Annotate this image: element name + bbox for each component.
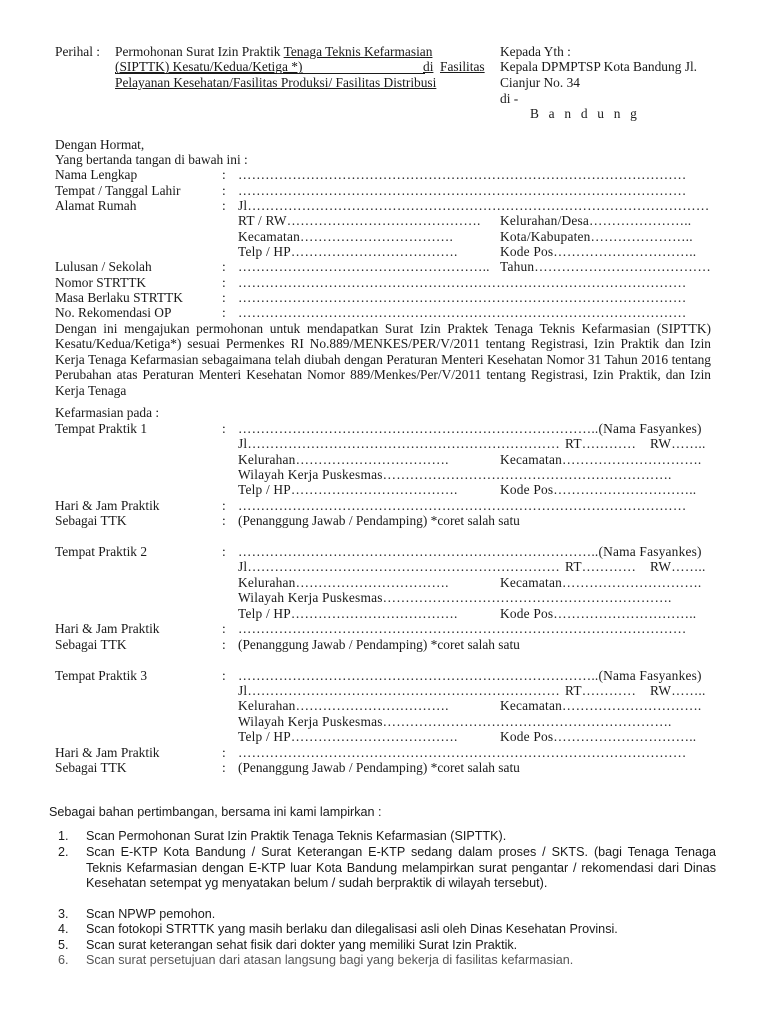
lulusan-field[interactable]: ………………………………………………..: [238, 259, 490, 274]
kefarmasian-pada: Kefarmasian pada :: [55, 405, 160, 420]
telp-field[interactable]: Telp / HP……………………………….: [238, 244, 458, 259]
list-number: 2.: [58, 845, 69, 859]
ttk-label: Sebagai TTK: [55, 637, 127, 652]
subject-text: Permohonan Surat Izin Praktik: [115, 44, 281, 59]
colon: :: [222, 498, 226, 513]
attachment-item: Scan Permohonan Surat Izin Praktik Tenaga Teknis Kefarmasian (SIPTTK).: [86, 829, 507, 843]
rekomendasi-field[interactable]: ………………………………………………………………………………………: [238, 305, 687, 320]
rtrw-field[interactable]: RT / RW…………………………………….: [238, 213, 481, 228]
perihal-label: Perihal :: [55, 44, 100, 59]
rt-field[interactable]: RT…………: [565, 683, 637, 698]
telp-field[interactable]: Telp / HP……………………………….: [238, 482, 458, 497]
colon: :: [222, 275, 226, 290]
colon: :: [222, 259, 226, 274]
colon: :: [222, 183, 226, 198]
rt-field[interactable]: RT…………: [565, 559, 637, 574]
practice-label: Tempat Praktik 3: [55, 668, 148, 683]
nomor-strttk-label: Nomor STRTTK: [55, 275, 147, 290]
recipient-line-4: di -: [500, 91, 519, 106]
kecamatan-field[interactable]: Kecamatan………………………….: [500, 452, 702, 467]
wilayah-puskesmas-field[interactable]: Wilayah Kerja Puskesmas……………………………………………………….: [238, 590, 672, 605]
kodepos-field[interactable]: Kode Pos…………………………..: [500, 482, 697, 497]
colon: :: [222, 290, 226, 305]
hari-jam-label: Hari & Jam Praktik: [55, 745, 160, 760]
list-number: 6.: [58, 953, 69, 967]
subject-line-2b: di: [423, 59, 434, 74]
lulusan-label: Lulusan / Sekolah: [55, 259, 152, 274]
attachment-item: Scan fotokopi STRTTK yang masih berlaku dan dilegalisasi asli oleh Dinas Kesehatan Provinsi.: [86, 922, 618, 936]
kodepos-field[interactable]: Kode Pos…………………………..: [500, 729, 697, 744]
kelurahan-field[interactable]: Kelurahan…………………………….: [238, 575, 449, 590]
request-paragraph: Dengan ini mengajukan permohonan untuk mendapatkan Surat Izin Praktek Tenaga Teknis Kefarmasian (SIPTTK) Kesatu/Kedua/Ketiga*) sesuai Permenkes RI No.889/MENKES/PER/V/2011 tentang Registrasi, Izin Praktik dan Izin Kerja Tenaga Kefarmasian sebagaimana telah diubah dengan Peraturan Menteri Kesehatan Nomor 31 Tahun 2016 tentang Perubahan atas Peraturan Menteri Kesehatan Nomor 889/Menkes/Per/V/2011 tentang Registrasi, Izin Praktik, dan Izin Kerja Tenaga: [55, 321, 711, 398]
tahun-field[interactable]: Tahun…………………………………: [500, 259, 711, 274]
masa-berlaku-label: Masa Berlaku STRTTK: [55, 290, 183, 305]
jalan-field[interactable]: Jl……………………………………………………………: [238, 559, 560, 574]
fasyankes-field[interactable]: ……………………………………………………………………..(Nama Fasyankes): [238, 668, 702, 683]
masa-berlaku-field[interactable]: ………………………………………………………………………………………: [238, 290, 687, 305]
rw-field[interactable]: RW……..: [650, 683, 706, 698]
colon: :: [222, 668, 226, 683]
nama-label: Nama Lengkap: [55, 167, 138, 182]
colon: :: [222, 760, 226, 775]
practice-label: Tempat Praktik 1: [55, 421, 148, 436]
subject-line-3: [115, 75, 436, 91]
hari-jam-label: Hari & Jam Praktik: [55, 498, 160, 513]
wilayah-puskesmas-field[interactable]: Wilayah Kerja Puskesmas……………………………………………………….: [238, 467, 672, 482]
colon: :: [222, 621, 226, 636]
rw-field[interactable]: RW……..: [650, 559, 706, 574]
rw-field[interactable]: RW……..: [650, 436, 706, 451]
rt-field[interactable]: RT…………: [565, 436, 637, 451]
subject-text: Distribusi: [383, 75, 437, 90]
ttk-value: (Penanggung Jawab / Pendamping) *coret salah satu: [238, 760, 520, 775]
jalan-field[interactable]: Jl……………………………………………………………: [238, 436, 560, 451]
telp-field[interactable]: Telp / HP……………………………….: [238, 606, 458, 621]
subject-line-2c: Fasilitas: [440, 59, 485, 74]
colon: :: [222, 745, 226, 760]
attachment-item: Scan E-KTP Kota Bandung / Surat Keterangan E-KTP sedang dalam proses / SKTS. (bagi Tenaga Tenaga Teknis Kefarmasian dengan E-KTP luar Kota Bandung melampirkan surat pengantar / rekomendasi dari Dinas Kesehatan setempat yg menyatakan belum / sudah berpraktik di wilayah tersebut).: [86, 845, 716, 891]
rekomendasi-label: No. Rekomendasi OP: [55, 305, 172, 320]
colon: :: [222, 198, 226, 213]
practice-label: Tempat Praktik 2: [55, 544, 148, 559]
subject-line-2a: (SIPTTK) Kesatu/Kedua/Ketiga *): [115, 59, 303, 74]
kecamatan-field[interactable]: Kecamatan…………………………….: [238, 229, 454, 244]
ttk-label: Sebagai TTK: [55, 760, 127, 775]
ttk-label: Sebagai TTK: [55, 513, 127, 528]
list-number: 5.: [58, 938, 69, 952]
greeting-line-2: Yang bertanda tangan di bawah ini :: [55, 152, 248, 167]
colon: :: [222, 421, 226, 436]
colon: :: [222, 305, 226, 320]
fasyankes-field[interactable]: ……………………………………………………………………..(Nama Fasyankes): [238, 421, 702, 436]
subject-line-1: [115, 44, 432, 60]
attachment-item: Scan NPWP pemohon.: [86, 907, 216, 921]
kecamatan-field[interactable]: Kecamatan………………………….: [500, 698, 702, 713]
ttk-value: (Penanggung Jawab / Pendamping) *coret salah satu: [238, 637, 520, 652]
ttl-label: Tempat / Tanggal Lahir: [55, 183, 181, 198]
alamat-label: Alamat Rumah: [55, 198, 137, 213]
colon: :: [222, 637, 226, 652]
list-number: 4.: [58, 922, 69, 936]
recipient-line-1: Kepada Yth :: [500, 44, 571, 59]
subject-text-underlined: Tenaga Teknis Kefarmasian: [283, 44, 433, 59]
kota-kabupaten-field[interactable]: Kota/Kabupaten…………………..: [500, 229, 693, 244]
recipient-line-3: Cianjur No. 34: [500, 75, 580, 90]
ttk-value: (Penanggung Jawab / Pendamping) *coret salah satu: [238, 513, 520, 528]
colon: :: [222, 167, 226, 182]
subject-text: Pelayanan Kesehatan/Fasilitas Produksi/ Fasilitas: [115, 75, 381, 90]
telp-field[interactable]: Telp / HP……………………………….: [238, 729, 458, 744]
kecamatan-field[interactable]: Kecamatan………………………….: [500, 575, 702, 590]
hari-jam-field[interactable]: ………………………………………………………………………………………: [238, 745, 687, 760]
colon: :: [222, 544, 226, 559]
attachment-item: Scan surat persetujuan dari atasan langsung bagi yang bekerja di fasilitas kefarmasian.: [86, 953, 574, 967]
hari-jam-field[interactable]: ………………………………………………………………………………………: [238, 498, 687, 513]
jalan-field[interactable]: Jl……………………………………………………………: [238, 683, 560, 698]
hari-jam-field[interactable]: ………………………………………………………………………………………: [238, 621, 687, 636]
recipient-city: B a n d u n g: [530, 106, 641, 121]
list-number: 1.: [58, 829, 69, 843]
colon: :: [222, 513, 226, 528]
attachments-intro: Sebagai bahan pertimbangan, bersama ini kami lampirkan :: [49, 805, 382, 819]
list-number: 3.: [58, 907, 69, 921]
ttl-field[interactable]: ………………………………………………………………………………………: [238, 183, 687, 198]
attachment-item: Scan surat keterangan sehat fisik dari dokter yang memiliki Surat Izin Praktik.: [86, 938, 518, 952]
hari-jam-label: Hari & Jam Praktik: [55, 621, 160, 636]
kelurahan-field[interactable]: Kelurahan…………………………….: [238, 698, 449, 713]
nama-field[interactable]: ………………………………………………………………………………………: [238, 167, 687, 182]
kelurahan-desa-field[interactable]: Kelurahan/Desa…………………..: [500, 213, 692, 228]
alamat-field[interactable]: Jl…………………………………………………………………………………………: [238, 198, 710, 213]
greeting-line-1: Dengan Hormat,: [55, 137, 145, 152]
kodepos-field[interactable]: Kode Pos…………………………..: [500, 606, 697, 621]
nomor-strttk-field[interactable]: ………………………………………………………………………………………: [238, 275, 687, 290]
kodepos-field[interactable]: Kode Pos…………………………..: [500, 244, 697, 259]
fasyankes-field[interactable]: ……………………………………………………………………..(Nama Fasyankes): [238, 544, 702, 559]
recipient-line-2: Kepala DPMPTSP Kota Bandung Jl.: [500, 59, 698, 74]
subject-underline-blank: [115, 59, 425, 74]
kelurahan-field[interactable]: Kelurahan…………………………….: [238, 452, 449, 467]
wilayah-puskesmas-field[interactable]: Wilayah Kerja Puskesmas……………………………………………………….: [238, 714, 672, 729]
